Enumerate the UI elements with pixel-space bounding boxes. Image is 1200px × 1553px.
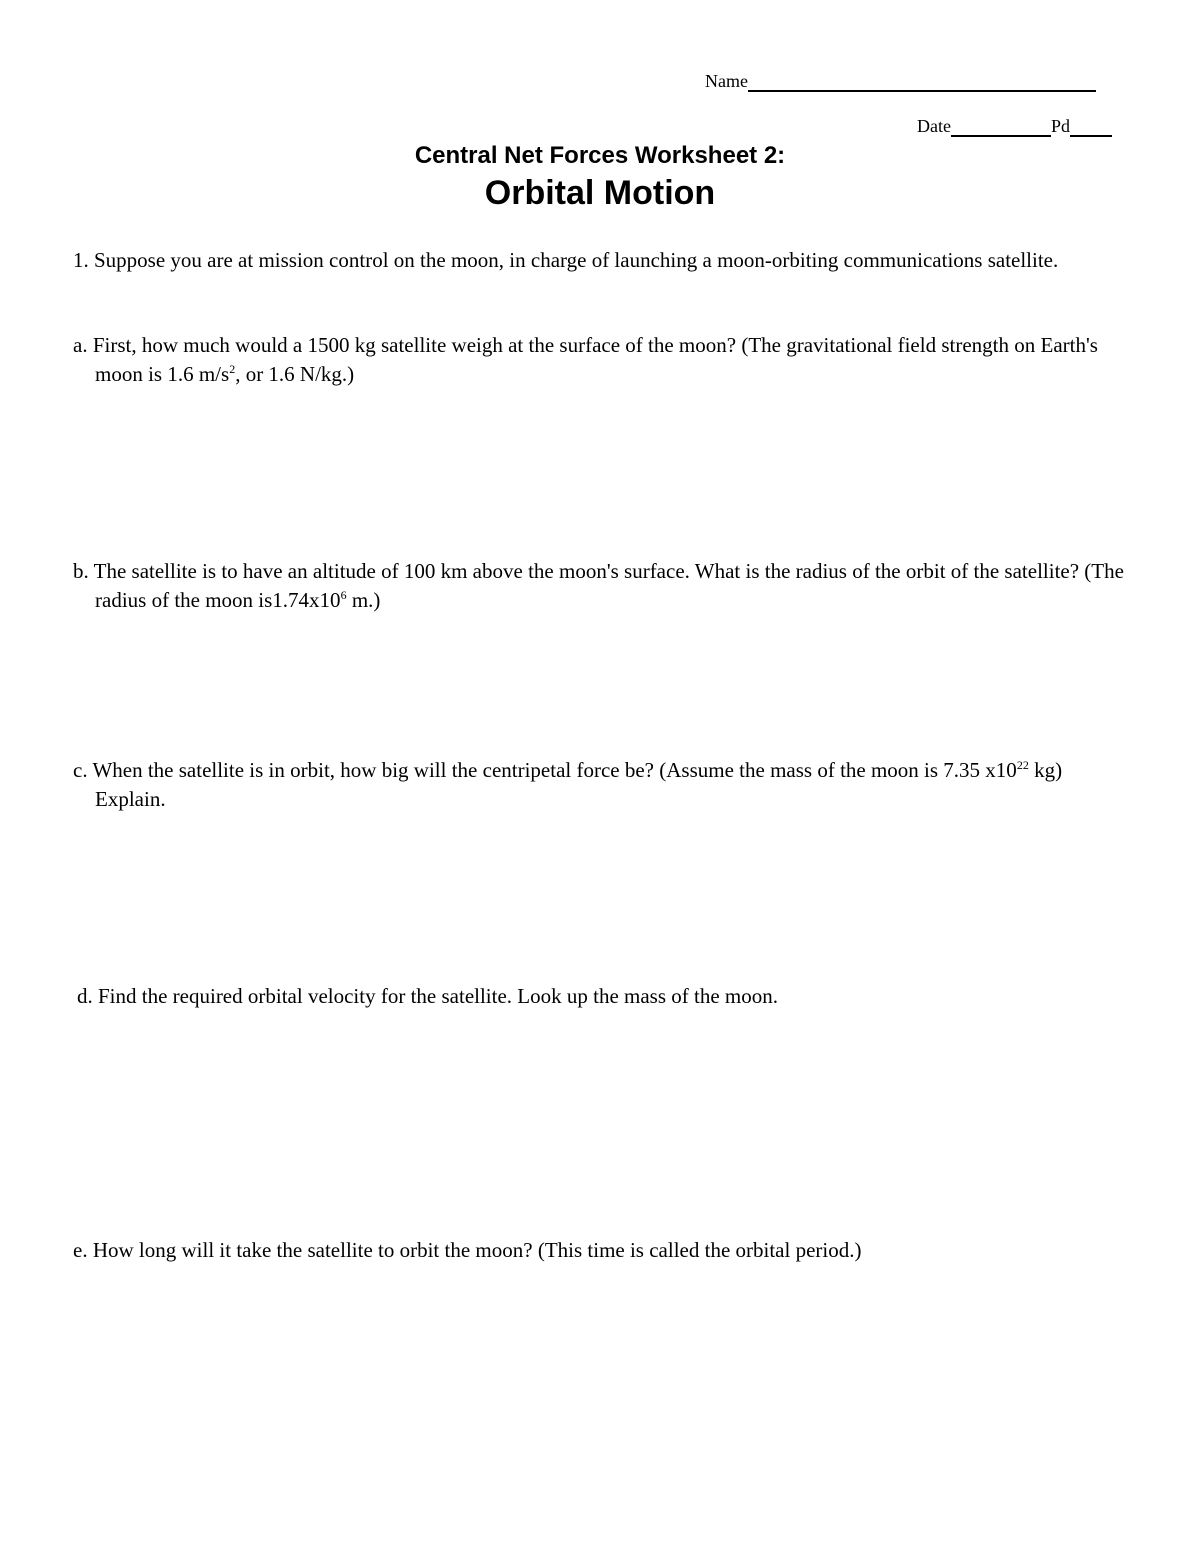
question-b-text: b. The satellite is to have an altitude of 100 km above the moon's surface. What is the radius of the orbit of the satellite? (The radius of the moon is1.74x10 [73,559,1124,612]
question-c [73,756,1130,814]
question-b [73,557,1150,615]
name-blank[interactable] [748,70,1096,92]
date-blank[interactable] [951,115,1051,137]
question-a [73,331,1150,389]
question-b-exponent: 6 [340,588,347,602]
question-a-text-end: , or 1.6 N/kg.) [235,362,355,386]
worksheet-title: Central Net Forces Worksheet 2: [414,142,786,169]
worksheet-subtitle: Orbital Motion [484,174,716,212]
question-d: d. Find the required orbital velocity for the satellite. Look up the mass of the moon. [77,984,779,1008]
pd-label: Pd [1050,116,1070,136]
date-pd-row [917,115,1112,137]
question-a-text: a. First, how much would a 1500 kg satellite weigh at the surface of the moon? (The gravitational field strength on Earth's moon is 1.6 m/s [73,333,1098,386]
question-c-text: c. When the satellite is in orbit, how big will the centripetal force be? (Assume the mass of the moon is 7.35 x10 [73,758,1017,782]
name-field-row [705,70,1105,92]
question-1: 1. Suppose you are at mission control on the moon, in charge of launching a moon-orbiting communications satellite. [73,248,1059,272]
question-a-exponent: 2 [229,362,236,376]
question-c-exponent: 22 [1016,758,1029,772]
date-label: Date [917,116,951,136]
question-c-text-end: kg) Explain. [95,758,1063,811]
name-label: Name [705,71,748,91]
question-b-text-end: m.) [346,588,381,612]
question-e: e. How long will it take the satellite to orbit the moon? (This time is called the orbital period.) [73,1238,862,1262]
pd-blank[interactable] [1070,115,1112,137]
